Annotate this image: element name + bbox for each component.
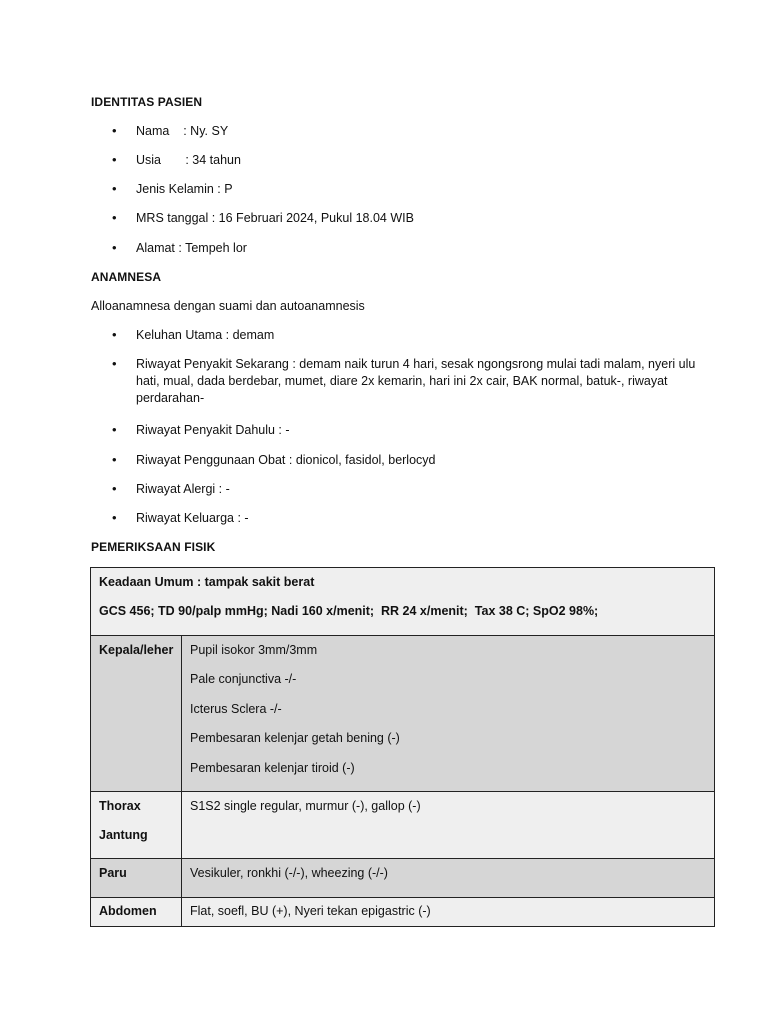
- kepala-line-kgb: Pembesaran kelenjar getah bening (-): [190, 731, 400, 746]
- kepala-line-conjunctiva: Pale conjunctiva -/-: [190, 672, 297, 687]
- identitas-usia: Usia : 34 tahun: [136, 153, 241, 167]
- thorax-value-cell: [182, 792, 715, 859]
- kepala-line-tiroid: Pembesaran kelenjar tiroid (-): [190, 760, 355, 775]
- bullet-icon: •: [112, 181, 117, 196]
- kepala-leher-row: [91, 636, 715, 792]
- pemeriksaan-heading: PEMERIKSAAN FISIK: [91, 540, 216, 554]
- bullet-icon: •: [112, 152, 117, 167]
- anamnesa-intro: Alloanamnesa dengan suami dan autoanamnesis: [91, 299, 365, 313]
- anamnesa-riwayat-sekarang: Riwayat Penyakit Sekarang : demam naik turun 4 hari, sesak ngongsrong mulai tadi malam, nyeri ulu hati, mual, dada berdebar, mumet, diare 2x kemarin, hari ini 2x cair, BAK normal, batuk-, riwayat perdarahan-: [136, 357, 696, 405]
- thorax-label: Thorax: [99, 799, 141, 813]
- anamnesa-heading: ANAMNESA: [91, 270, 162, 284]
- abdomen-value: Flat, soefl, BU (+), Nyeri tekan epigastric (-): [190, 904, 431, 918]
- paru-row: [91, 859, 715, 898]
- keadaan-umum-text: Keadaan Umum : tampak sakit berat: [99, 575, 315, 589]
- thorax-label-cell: [91, 792, 182, 859]
- bullet-icon: •: [112, 123, 117, 138]
- abdomen-value-cell: [182, 898, 715, 927]
- bullet-icon: •: [112, 210, 117, 225]
- kepala-leher-label-cell: [91, 636, 182, 792]
- kepala-line-pupil: Pupil isokor 3mm/3mm: [190, 643, 318, 657]
- kepala-leher-label: Kepala/leher: [99, 643, 174, 657]
- paru-value-cell: [182, 859, 715, 898]
- bullet-icon: •: [112, 452, 117, 467]
- anamnesa-riwayat-alergi: Riwayat Alergi : -: [136, 482, 230, 496]
- identitas-alamat: Alamat : Tempeh lor: [136, 241, 247, 255]
- abdomen-label: Abdomen: [99, 904, 157, 918]
- identitas-jenis-kelamin: Jenis Kelamin : P: [136, 182, 233, 196]
- bullet-icon: •: [112, 240, 117, 255]
- paru-value: Vesikuler, ronkhi (-/-), wheezing (-/-): [190, 866, 388, 880]
- keadaan-umum-cell: [91, 568, 715, 636]
- anamnesa-riwayat-obat: Riwayat Penggunaan Obat : dionicol, fasidol, berlocyd: [136, 453, 436, 467]
- bullet-icon: •: [112, 327, 117, 342]
- kepala-leher-value-cell: [182, 636, 715, 792]
- bullet-icon: •: [112, 510, 117, 525]
- anamnesa-keluhan-utama: Keluhan Utama : demam: [136, 328, 275, 342]
- vital-signs-text: GCS 456; TD 90/palp mmHg; Nadi 160 x/menit; RR 24 x/menit; Tax 38 C; SpO2 98%;: [99, 604, 599, 618]
- jantung-label: Jantung: [99, 828, 148, 843]
- abdomen-row: [91, 898, 715, 927]
- anamnesa-riwayat-keluarga: Riwayat Keluarga : -: [136, 511, 249, 525]
- identitas-heading: IDENTITAS PASIEN: [91, 95, 203, 109]
- abdomen-label-cell: [91, 898, 182, 927]
- kepala-line-icterus: Icterus Sclera -/-: [190, 701, 282, 716]
- identitas-nama: Nama : Ny. SY: [136, 124, 229, 138]
- pemeriksaan-fisik-table: [90, 567, 715, 927]
- paru-label-cell: [91, 859, 182, 898]
- identitas-mrs-tanggal: MRS tanggal : 16 Februari 2024, Pukul 18.04 WIB: [136, 211, 414, 225]
- bullet-icon: •: [112, 422, 117, 437]
- bullet-icon: •: [112, 356, 117, 371]
- keadaan-umum-row: [91, 568, 715, 636]
- jantung-value: S1S2 single regular, murmur (-), gallop (-): [190, 799, 421, 813]
- anamnesa-riwayat-dahulu: Riwayat Penyakit Dahulu : -: [136, 423, 290, 437]
- thorax-row: [91, 792, 715, 859]
- paru-label: Paru: [99, 866, 127, 880]
- bullet-icon: •: [112, 481, 117, 496]
